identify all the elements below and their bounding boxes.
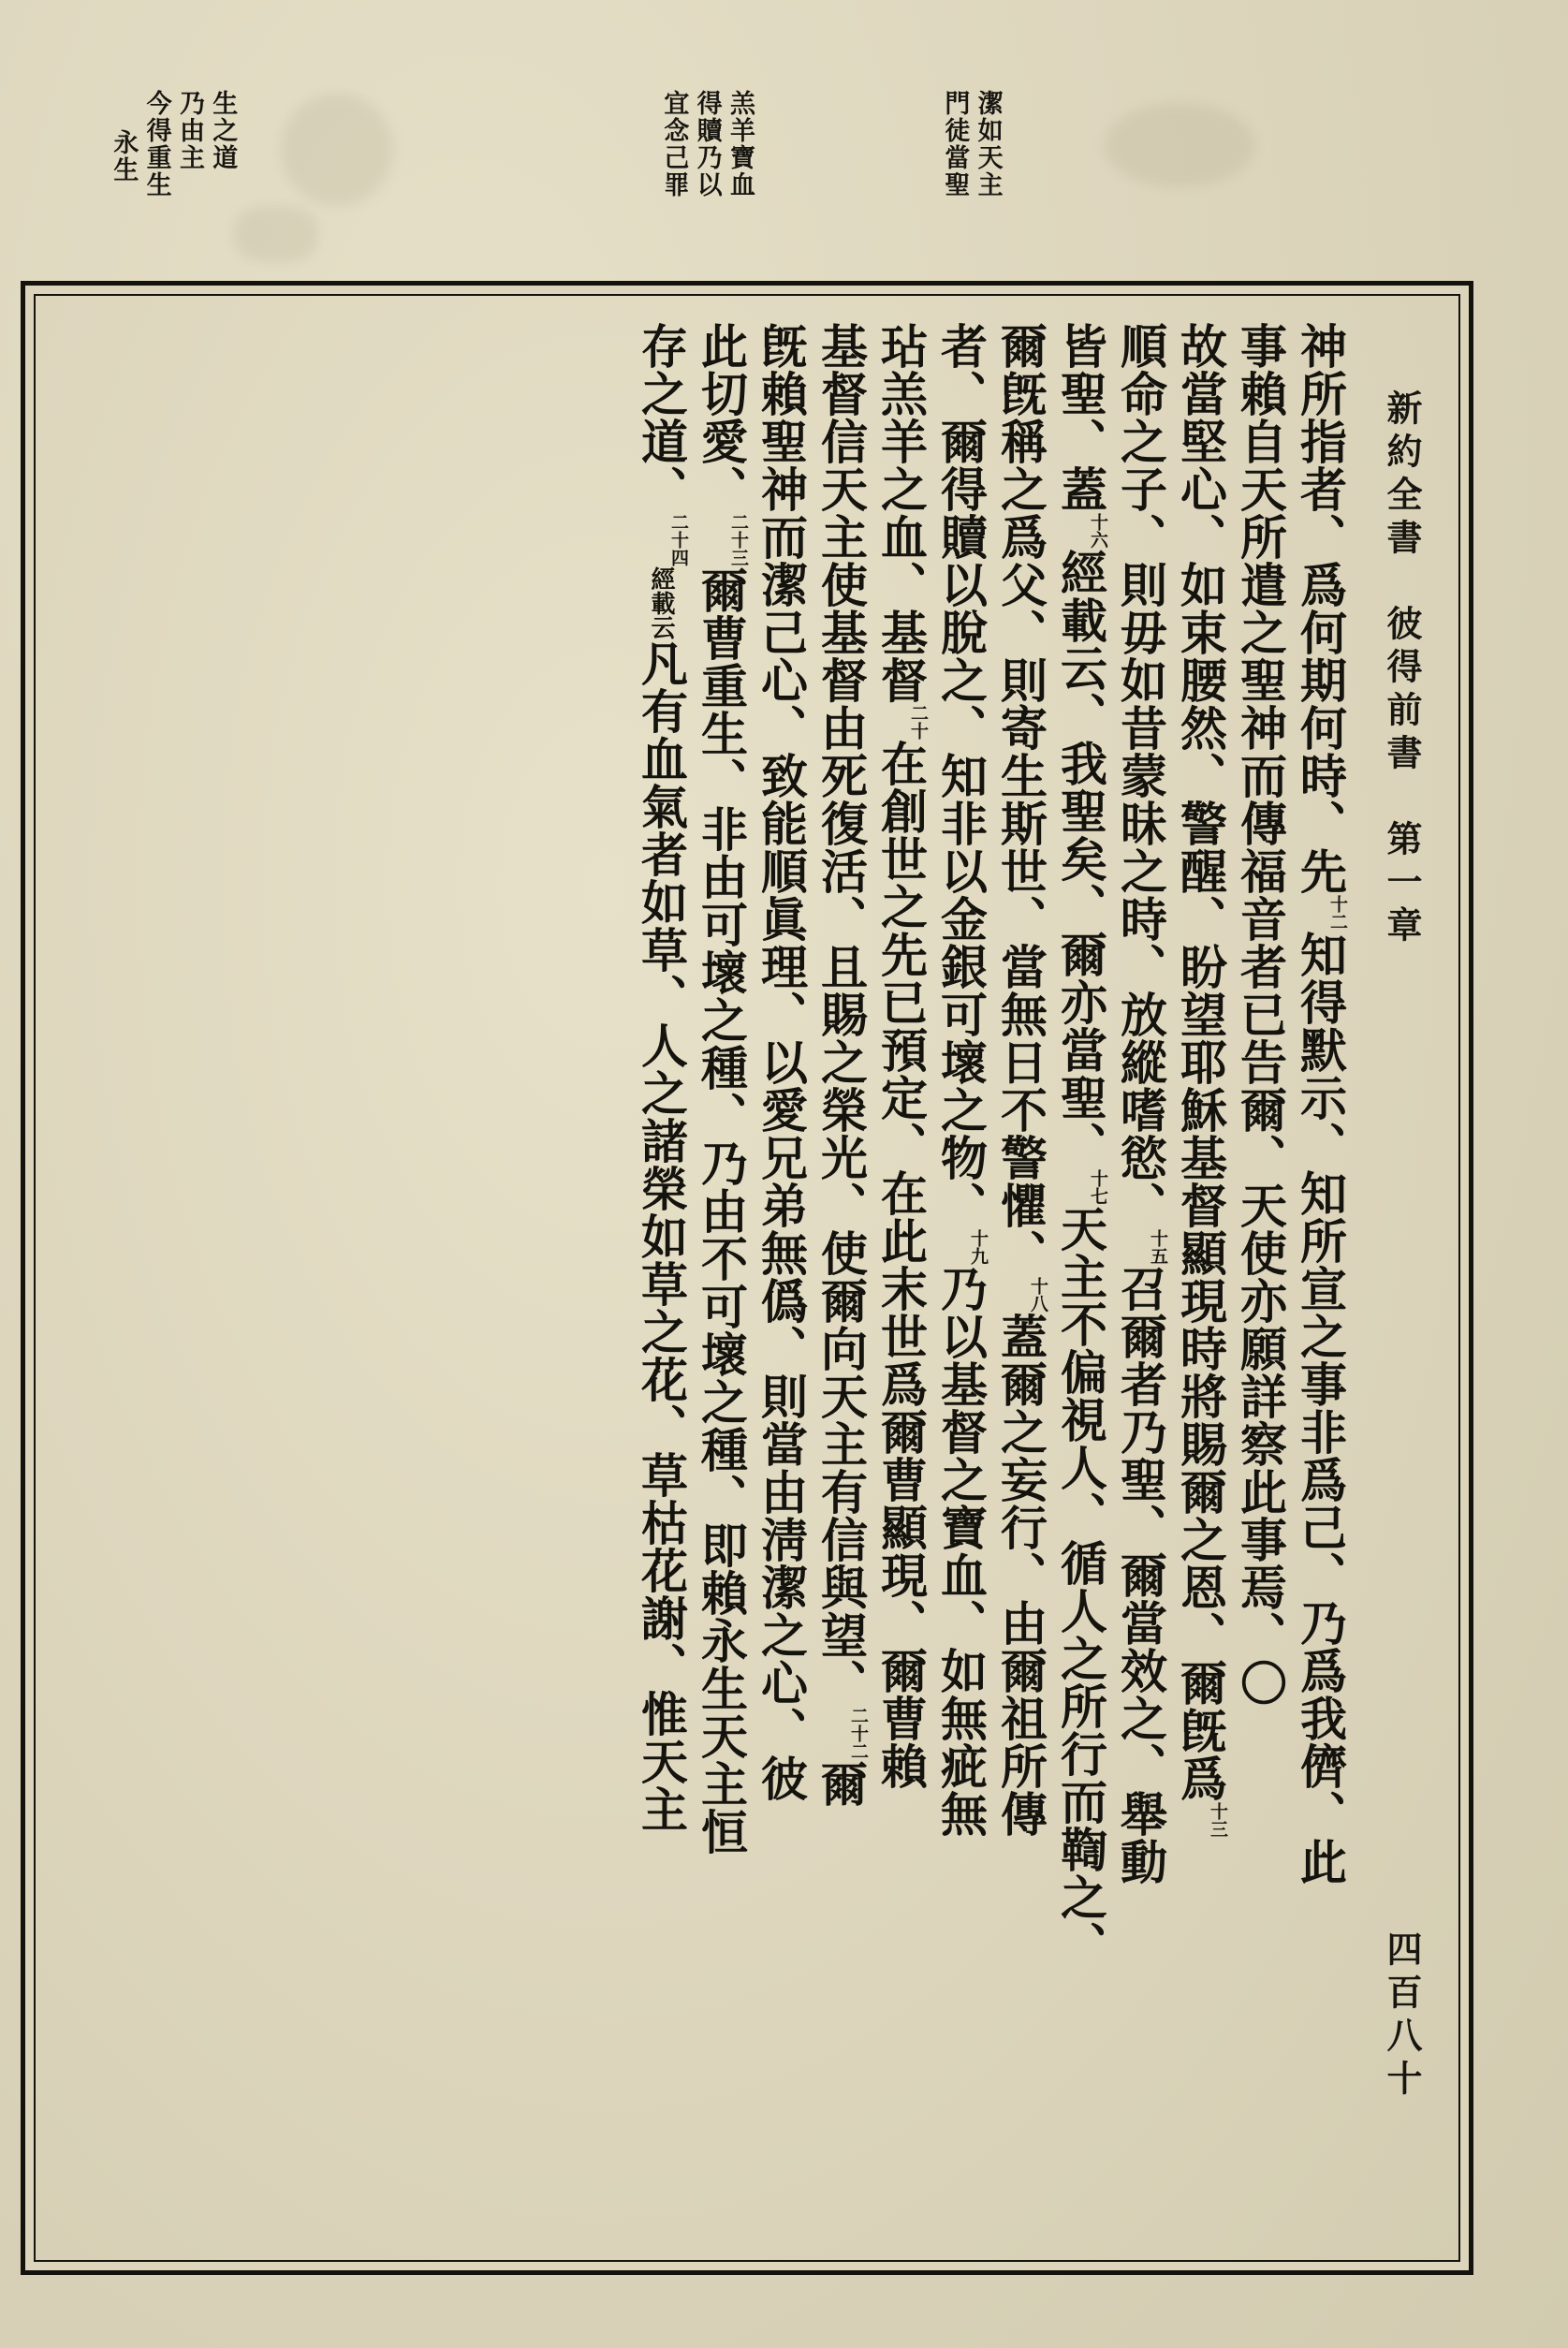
headnote-line: 永生 bbox=[109, 129, 139, 183]
text-column: 者、爾得贖以脫之、知非以金銀可壞之物、$^{十九}$乃以基督之寶血、如無疵無 bbox=[933, 322, 989, 1838]
headnote-holy-disciples bbox=[936, 90, 1003, 198]
text-column: 順命之子、則毋如昔蒙昧之時、放縱嗜慾、$^{十五}$召爾者乃聖、爾當效之、舉動 bbox=[1113, 322, 1168, 1886]
headnote-line: 門徒當聖 bbox=[940, 90, 970, 198]
headnote-line: 得贖乃以 bbox=[692, 90, 722, 198]
headnote-line: 今得重生 bbox=[141, 90, 171, 198]
text-column: 爾旣稱之爲父、則寄生斯世、當無日不警懼、$^{十八}$蓋爾之妄行、由爾祖所傳 bbox=[993, 322, 1048, 1838]
text-column: 基督信天主使基督由死復活、且賜之榮光、使爾向天主有信與望、$^{二十二}$爾 bbox=[813, 322, 869, 1808]
text-column: 皆聖、蓋$^{十六}$經載云、我聖矣、爾亦當聖、$^{十七}$天主不偏視人、循人之所行而鞫之、 bbox=[1053, 322, 1108, 1969]
headnote-rebirth bbox=[105, 90, 237, 198]
headnote-line: 潔如天主 bbox=[973, 90, 1003, 198]
headnote-line: 乃由主 bbox=[174, 90, 204, 171]
running-head bbox=[1369, 333, 1434, 2168]
page-number: 四百八十 bbox=[1381, 1930, 1423, 2103]
headnote-line: 宜念己罪 bbox=[659, 90, 689, 198]
text-column: 玷羔羊之血、基督$^{二十}$在創世之先已預定、在此末世爲爾曹顯現、爾曹賴 bbox=[873, 322, 929, 1790]
scripture-body bbox=[64, 322, 1346, 2236]
page-frame-inner bbox=[34, 294, 1460, 2262]
headnote-line: 羔羊寶血 bbox=[725, 90, 755, 198]
text-column: 此切愛、$^{二十三}$爾曹重生、非由可壞之種、乃由不可壞之種、即賴永生天主恒 bbox=[694, 322, 749, 1856]
running-head-title: 新約全書 彼得前書 第一章 bbox=[1381, 389, 1423, 949]
text-column: 旣賴聖神而潔己心、致能順眞理、以愛兄弟無僞、則當由淸潔之心、彼 bbox=[754, 322, 809, 1802]
headnote-lamb-blood bbox=[655, 90, 755, 198]
text-column: 存之道、$^{二十四}$經載云凡有血氣者如草、人之諸榮如草之花、草枯花謝、惟天主 bbox=[634, 322, 689, 1833]
text-column: 神所指者、爲何期何時、先$^{十二}$知得默示、知所宣之事非爲己、乃爲我儕、此 bbox=[1293, 322, 1348, 1886]
text-column: 故當堅心、如束腰然、警醒、盼望耶穌基督顯現時將賜爾之恩、爾旣爲$^{十三}$ bbox=[1173, 322, 1228, 1838]
marginal-headnotes bbox=[0, 90, 1568, 268]
text-column: 事賴自天所遣之聖神而傳福音者已告爾、天使亦願詳察此事焉、〇 bbox=[1233, 322, 1288, 1707]
headnote-line: 生之道 bbox=[208, 90, 238, 171]
page-frame bbox=[21, 281, 1473, 2275]
